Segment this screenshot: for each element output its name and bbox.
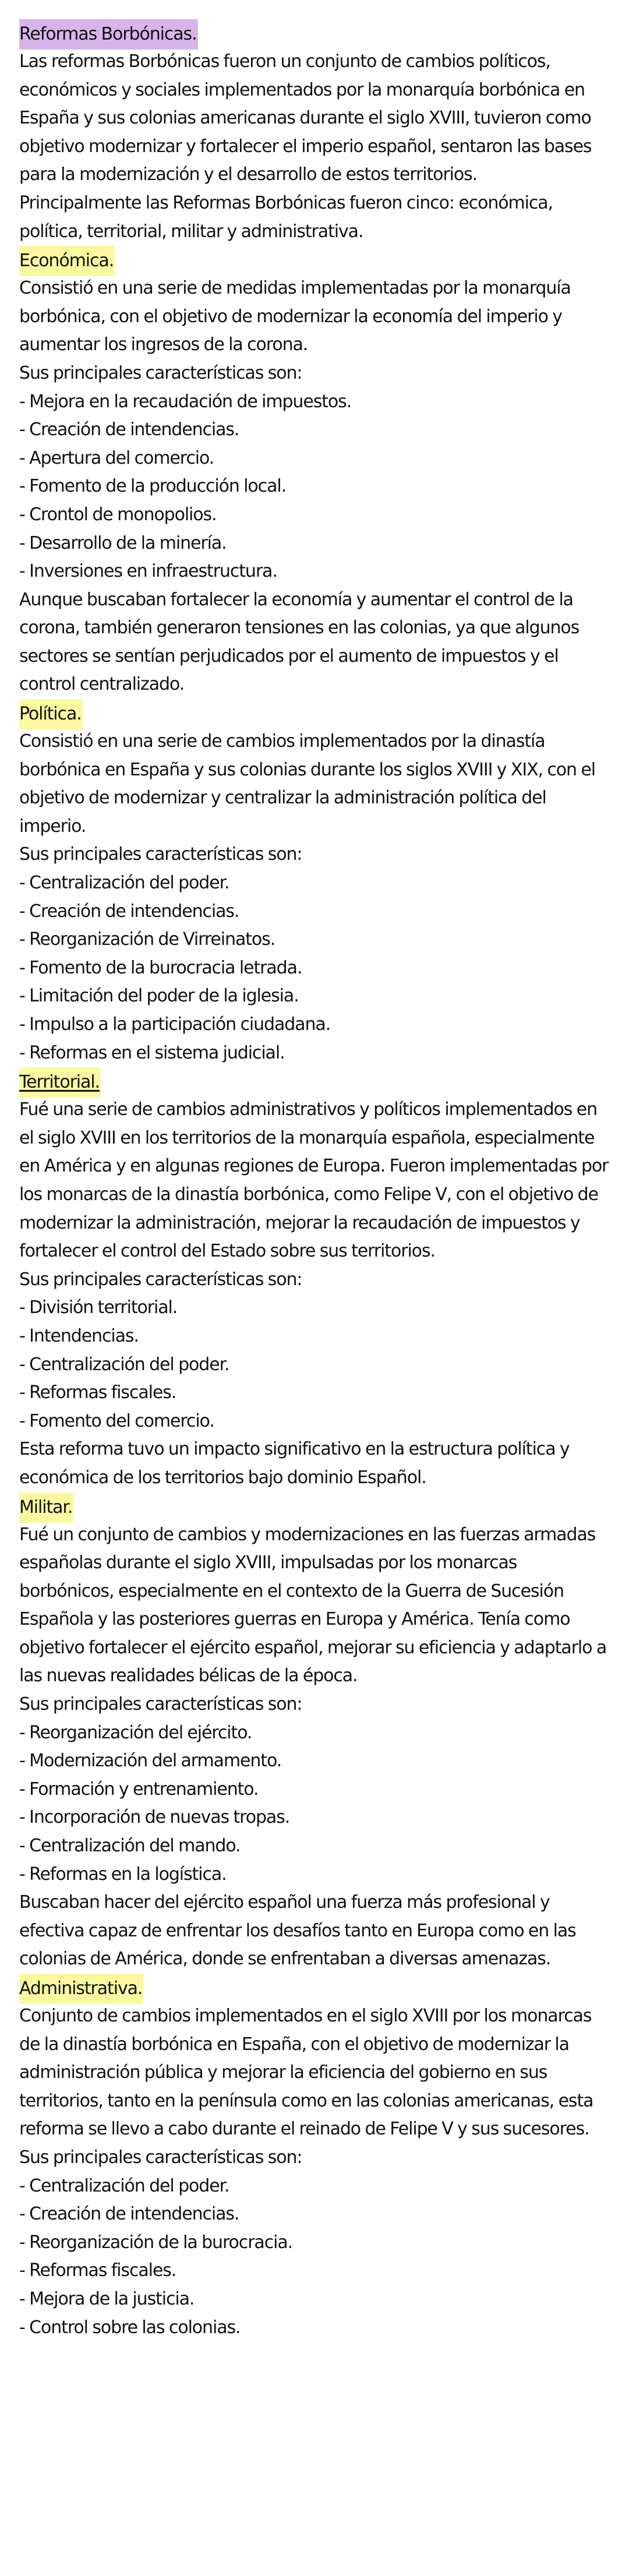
list-item: - Reorganización de la burocracia.	[19, 2232, 293, 2253]
section-list-intro: Sus principales características son:	[19, 1269, 302, 1290]
section-heading: Administrativa.	[19, 1974, 143, 2004]
section-heading-row	[19, 1974, 609, 2002]
list-item: - Mejora en la recaudación de impuestos.	[19, 391, 352, 412]
list-item: - Fomento del comercio.	[19, 1410, 214, 1431]
reform-section-0	[19, 246, 609, 699]
list-item: - Formación y entrenamiento.	[19, 1779, 259, 1799]
section-description: Consistió en una serie de cambios implementados por la dinastía borbónica en España y sus colonias durante los siglos XVIII y XIX, con el objetivo de modernizar y centralizar la administración política del imperio.	[19, 731, 596, 837]
characteristics-list	[19, 1719, 609, 1889]
list-item: - Creación de intendencias.	[19, 419, 239, 440]
list-item: - Fomento de la burocracia letrada.	[19, 957, 302, 978]
characteristics-list	[19, 2172, 609, 2342]
list-item: - Limitación del poder de la iglesia.	[19, 986, 299, 1007]
characteristics-list	[19, 388, 609, 586]
reform-section-3	[19, 1492, 609, 1974]
list-item: - Apertura del comercio.	[19, 447, 214, 468]
document-title: Reformas Borbónicas.	[19, 19, 198, 50]
section-heading-row	[19, 1492, 609, 1521]
list-item: - Desarrollo de la minería.	[19, 532, 227, 553]
section-heading-row	[19, 1067, 609, 1096]
list-item: - Fomento de la producción local.	[19, 476, 287, 497]
section-description: Fué un conjunto de cambios y modernizaciones en las fuerzas armadas españolas durante el siglo XVIII, impulsadas por los monarcas borbónicos, especialmente en el contexto de la Guerra de Sucesión Española y las posteriores guerras en Europa y América. Tenía como objetivo fortalecer el ejército español, mejorar su eficiencia y adaptarlo a las nuevas realidades bélicas de la época.	[19, 1524, 607, 1686]
list-item: - Reformas en la logística.	[19, 1864, 227, 1885]
list-item: - Mejora de la justicia.	[19, 2288, 195, 2309]
reform-section-4	[19, 1974, 609, 2342]
section-heading: Territorial.	[19, 1067, 101, 1098]
sections-container	[19, 246, 609, 2342]
section-description: Consistió en una serie de medidas implementadas por la monarquía borbónica, con el objetivo de modernizar la economía del imperio y aumentar los ingresos de la corona.	[19, 278, 571, 355]
list-item: - Reorganización del ejército.	[19, 1722, 252, 1743]
list-item: - Centralización del mando.	[19, 1836, 241, 1857]
section-heading: Política.	[19, 699, 83, 729]
list-item: - Crontol de monopolios.	[19, 504, 217, 525]
list-item: - Reorganización de Virreinatos.	[19, 929, 275, 950]
list-item: - Modernización del armamento.	[19, 1751, 282, 1772]
list-item: - Centralización del poder.	[19, 2175, 229, 2196]
section-heading: Económica.	[19, 246, 115, 276]
list-item: - División territorial.	[19, 1297, 178, 1318]
list-item: - Incorporación de nuevas tropas.	[19, 1807, 290, 1828]
list-item: - Reformas fiscales.	[19, 1382, 176, 1403]
list-item: - Intendencias.	[19, 1325, 139, 1346]
section-conclusion: Buscaban hacer del ejército español una fuerza más profesional y efectiva capaz de enfrentar los desafíos tanto en Europa como en las colonias de América, donde se enfrentaban a diversas amenazas.	[19, 1892, 576, 1970]
section-description: Conjunto de cambios implementados en el siglo XVIII por los monarcas de la dinastía borbónica en España, con el objetivo de modernizar la administración pública y mejorar la eficiencia del gobierno en sus territorios, tanto en la península como en las colonias americanas, esta reforma se llevo a cabo durante el reinado de Felipe V y sus sucesores.	[19, 2006, 593, 2140]
section-heading-row	[19, 699, 609, 728]
section-heading-row	[19, 246, 609, 274]
list-item: - Creación de intendencias.	[19, 2204, 239, 2225]
section-list-intro: Sus principales características son:	[19, 362, 302, 383]
list-item: - Reformas en el sistema judicial.	[19, 1042, 285, 1063]
section-conclusion: Esta reforma tuvo un impacto significativo en la estructura política y económica de los territorios bajo dominio Español.	[19, 1439, 570, 1488]
reform-section-1	[19, 699, 609, 1067]
reform-section-2	[19, 1067, 609, 1492]
list-item: - Creación de intendencias.	[19, 901, 239, 922]
section-list-intro: Sus principales características son:	[19, 1694, 302, 1715]
intro-summary: Principalmente las Reformas Borbónicas fueron cinco: económica, política, territorial, militar y administrativa.	[19, 192, 553, 242]
list-item: - Control sobre las colonias.	[19, 2317, 241, 2338]
section-list-intro: Sus principales características son:	[19, 2147, 302, 2168]
characteristics-list	[19, 869, 609, 1067]
list-item: - Centralización del poder.	[19, 873, 229, 894]
characteristics-list	[19, 1294, 609, 1435]
list-item: - Centralización del poder.	[19, 1354, 229, 1375]
section-list-intro: Sus principales características son:	[19, 844, 302, 865]
list-item: - Impulso a la participación ciudadana.	[19, 1014, 331, 1035]
list-item: - Inversiones en infraestructura.	[19, 561, 277, 582]
intro-paragraph: Las reformas Borbónicas fueron un conjunto de cambios políticos, económicos y sociales implementados por la monarquía borbónica en España y sus colonias americanas durante el siglo XVIII, tuvieron como objetivo modernizar y fortalecer el imperio español, sentaron las bases para la modernización y el desarrollo de estos territorios.	[19, 51, 592, 185]
document-title-row	[19, 19, 609, 48]
section-conclusion: Aunque buscaban fortalecer la economía y aumentar el control de la corona, también generaron tensiones en las colonias, ya que algunos sectores se sentían perjudicados por el aumento de impuestos y el control centralizado.	[19, 589, 579, 695]
section-description: Fué una serie de cambios administrativos y políticos implementados en el siglo XVIII en los territorios de la monarquía española, especialmente en América y en algunas regiones de Europa. Fueron implementadas por los monarcas de la dinastía borbónica, como Felipe V, con el objetivo de modernizar la administración, mejorar la recaudación de impuestos y fortalecer el control del Estado sobre sus territorios.	[19, 1099, 609, 1262]
list-item: - Reformas fiscales.	[19, 2260, 176, 2281]
section-heading: Militar.	[19, 1492, 73, 1523]
